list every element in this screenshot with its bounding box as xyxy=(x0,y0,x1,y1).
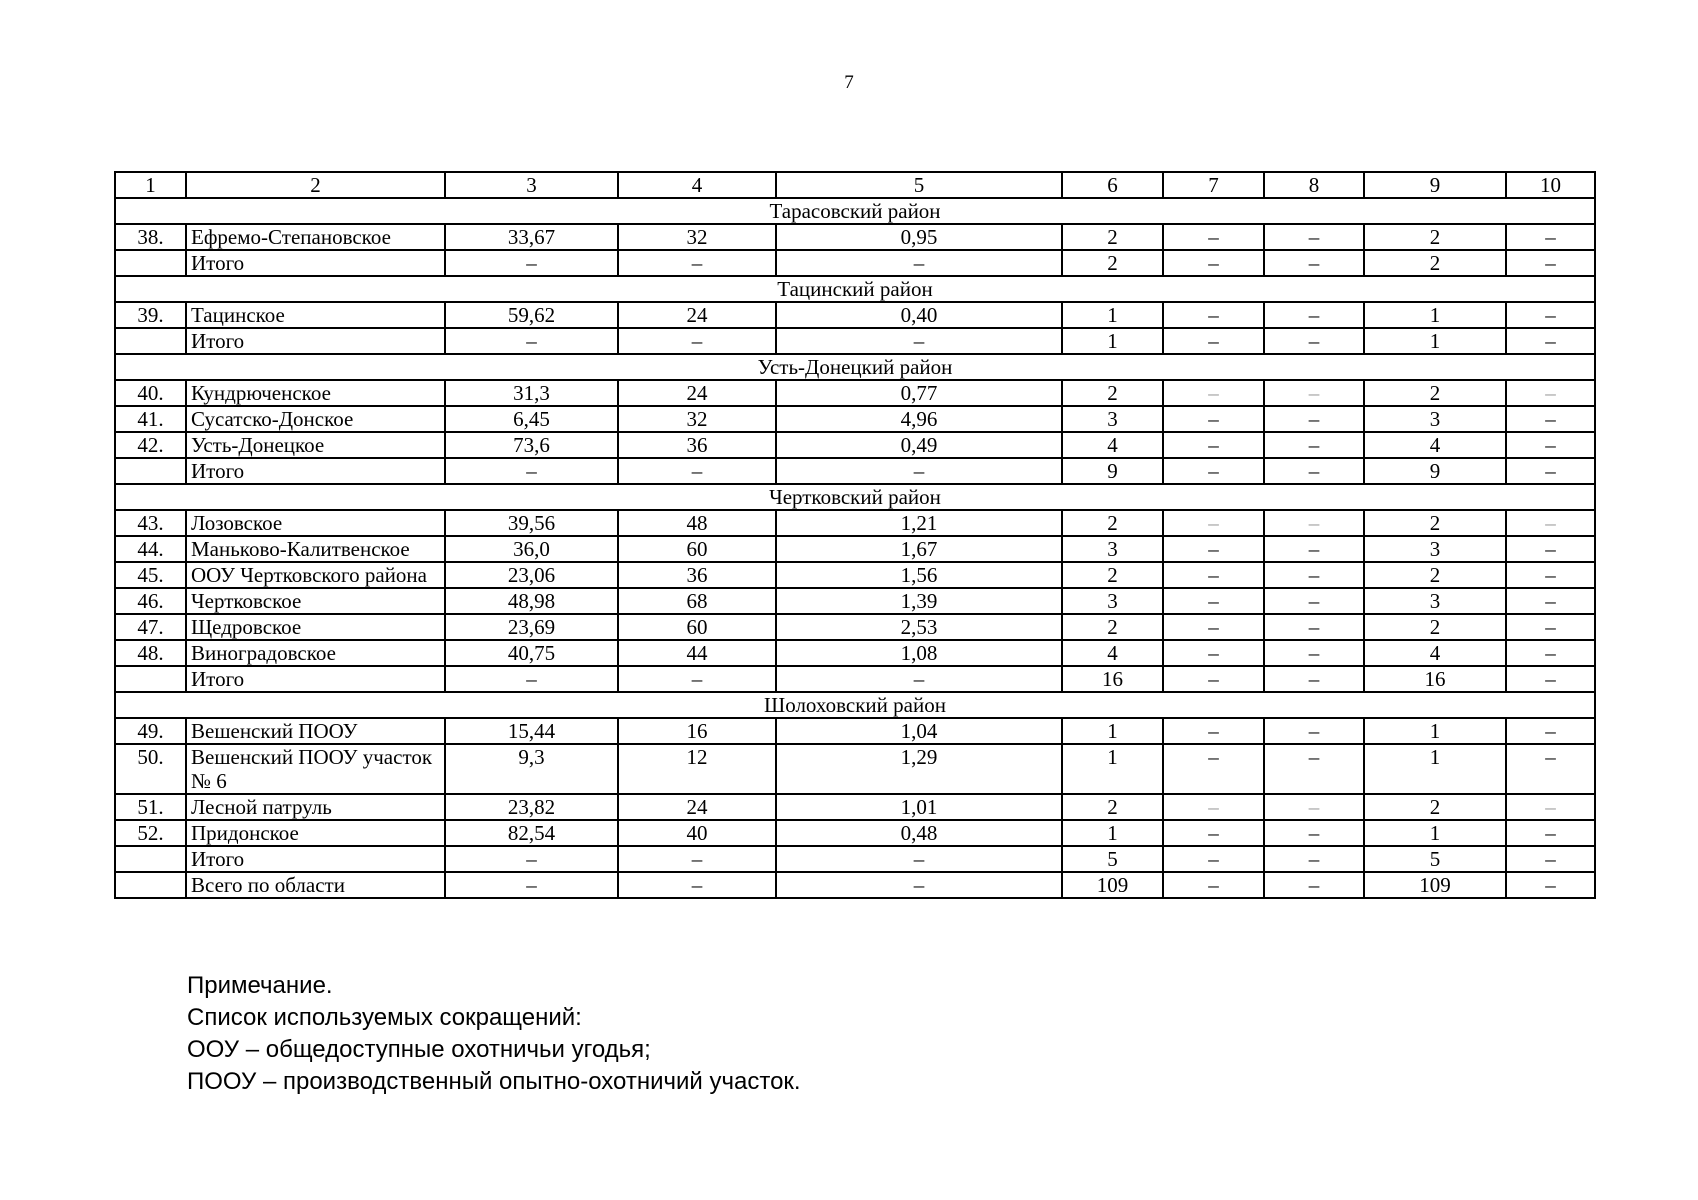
value-cell-col3: 23,06 xyxy=(445,562,618,588)
value-cell-col7: – xyxy=(1163,432,1264,458)
value-cell-col10: – xyxy=(1506,536,1595,562)
value-cell-col10: – xyxy=(1506,872,1595,898)
name-cell: ООУ Чертковского района xyxy=(186,562,445,588)
value-cell-col8: – xyxy=(1264,718,1364,744)
note-abbr-oou: ООУ – общедоступные охотничьи угодья; xyxy=(187,1036,651,1063)
value-cell-col5: – xyxy=(776,328,1062,354)
value-cell-col9: 2 xyxy=(1364,380,1506,406)
value-cell-col5: – xyxy=(776,666,1062,692)
value-cell-col7: – xyxy=(1163,846,1264,872)
value-cell-col6: 109 xyxy=(1062,872,1163,898)
value-cell-col10: – xyxy=(1506,458,1595,484)
value-cell-col4: 60 xyxy=(618,536,776,562)
name-cell: Итого xyxy=(186,328,445,354)
value-cell-col8: – xyxy=(1264,820,1364,846)
value-cell-col10: – xyxy=(1506,666,1595,692)
table-row xyxy=(115,666,1595,692)
table-row xyxy=(115,250,1595,276)
row-number-cell xyxy=(115,250,186,276)
value-cell-col8: – xyxy=(1264,302,1364,328)
value-cell-col3: 59,62 xyxy=(445,302,618,328)
row-number-cell: 43. xyxy=(115,510,186,536)
note-subtitle: Список используемых сокращений: xyxy=(187,1004,582,1031)
value-cell-col5: 1,29 xyxy=(776,744,1062,794)
table-body xyxy=(115,172,1595,898)
value-cell-col8: – xyxy=(1264,406,1364,432)
value-cell-col3: – xyxy=(445,846,618,872)
table-row xyxy=(115,458,1595,484)
value-cell-col10: – xyxy=(1506,250,1595,276)
value-cell-col7: – xyxy=(1163,536,1264,562)
name-cell: Лозовское xyxy=(186,510,445,536)
value-cell-col5: – xyxy=(776,872,1062,898)
header-cell: 6 xyxy=(1062,172,1163,198)
row-number-cell xyxy=(115,846,186,872)
value-cell-col7: – xyxy=(1163,820,1264,846)
header-cell: 9 xyxy=(1364,172,1506,198)
value-cell-col7: – xyxy=(1163,872,1264,898)
row-number-cell xyxy=(115,328,186,354)
value-cell-col7: – xyxy=(1163,718,1264,744)
row-number-cell: 42. xyxy=(115,432,186,458)
value-cell-col3: – xyxy=(445,666,618,692)
header-cell: 3 xyxy=(445,172,618,198)
name-cell: Усть-Донецкое xyxy=(186,432,445,458)
value-cell-col6: 5 xyxy=(1062,846,1163,872)
value-cell-col10: – xyxy=(1506,588,1595,614)
value-cell-col7: – xyxy=(1163,562,1264,588)
row-number-cell: 51. xyxy=(115,794,186,820)
value-cell-col4: 40 xyxy=(618,820,776,846)
value-cell-col4: 48 xyxy=(618,510,776,536)
value-cell-col9: 1 xyxy=(1364,302,1506,328)
value-cell-col10: – xyxy=(1506,380,1595,406)
name-cell: Лесной патруль xyxy=(186,794,445,820)
header-cell: 4 xyxy=(618,172,776,198)
value-cell-col10: – xyxy=(1506,562,1595,588)
name-cell: Вешенский ПООУ участок № 6 xyxy=(186,744,445,794)
table-row xyxy=(115,562,1595,588)
value-cell-col4: – xyxy=(618,846,776,872)
value-cell-col4: 36 xyxy=(618,432,776,458)
value-cell-col5: 0,95 xyxy=(776,224,1062,250)
value-cell-col8: – xyxy=(1264,588,1364,614)
value-cell-col8: – xyxy=(1264,432,1364,458)
value-cell-col8: – xyxy=(1264,744,1364,794)
value-cell-col5: – xyxy=(776,250,1062,276)
value-cell-col6: 4 xyxy=(1062,640,1163,666)
header-cell: 1 xyxy=(115,172,186,198)
table-row xyxy=(115,794,1595,820)
name-cell: Итого xyxy=(186,846,445,872)
value-cell-col3: – xyxy=(445,250,618,276)
value-cell-col6: 1 xyxy=(1062,820,1163,846)
row-number-cell: 52. xyxy=(115,820,186,846)
table-row xyxy=(115,510,1595,536)
value-cell-col4: 12 xyxy=(618,744,776,794)
value-cell-col4: – xyxy=(618,328,776,354)
value-cell-col8: – xyxy=(1264,794,1364,820)
value-cell-col8: – xyxy=(1264,614,1364,640)
value-cell-col10: – xyxy=(1506,794,1595,820)
table-row xyxy=(115,614,1595,640)
table-row xyxy=(115,640,1595,666)
value-cell-col10: – xyxy=(1506,640,1595,666)
value-cell-col5: 1,08 xyxy=(776,640,1062,666)
value-cell-col5: 4,96 xyxy=(776,406,1062,432)
value-cell-col4: 24 xyxy=(618,380,776,406)
row-number-cell xyxy=(115,872,186,898)
table-row xyxy=(115,380,1595,406)
row-number-cell: 41. xyxy=(115,406,186,432)
name-cell: Кундрюченское xyxy=(186,380,445,406)
value-cell-col6: 2 xyxy=(1062,562,1163,588)
table-row xyxy=(115,872,1595,898)
row-number-cell: 38. xyxy=(115,224,186,250)
value-cell-col7: – xyxy=(1163,406,1264,432)
value-cell-col10: – xyxy=(1506,846,1595,872)
value-cell-col4: – xyxy=(618,872,776,898)
value-cell-col8: – xyxy=(1264,250,1364,276)
value-cell-col9: 2 xyxy=(1364,510,1506,536)
value-cell-col4: – xyxy=(618,458,776,484)
value-cell-col7: – xyxy=(1163,458,1264,484)
value-cell-col8: – xyxy=(1264,562,1364,588)
district-title: Тарасовский район xyxy=(115,198,1595,224)
name-cell: Вешенский ПООУ xyxy=(186,718,445,744)
name-cell: Тацинское xyxy=(186,302,445,328)
value-cell-col8: – xyxy=(1264,666,1364,692)
value-cell-col4: – xyxy=(618,250,776,276)
district-row xyxy=(115,692,1595,718)
value-cell-col8: – xyxy=(1264,510,1364,536)
page-number: 7 xyxy=(844,72,854,93)
value-cell-col9: 5 xyxy=(1364,846,1506,872)
value-cell-col5: 1,21 xyxy=(776,510,1062,536)
value-cell-col4: 68 xyxy=(618,588,776,614)
table-row xyxy=(115,718,1595,744)
value-cell-col3: 48,98 xyxy=(445,588,618,614)
value-cell-col7: – xyxy=(1163,640,1264,666)
value-cell-col9: 1 xyxy=(1364,820,1506,846)
value-cell-col3: 40,75 xyxy=(445,640,618,666)
value-cell-col7: – xyxy=(1163,744,1264,794)
value-cell-col5: – xyxy=(776,846,1062,872)
table-row xyxy=(115,536,1595,562)
value-cell-col7: – xyxy=(1163,510,1264,536)
value-cell-col9: 1 xyxy=(1364,718,1506,744)
table-row xyxy=(115,588,1595,614)
value-cell-col9: 3 xyxy=(1364,588,1506,614)
name-cell: Маньково-Калитвенское xyxy=(186,536,445,562)
value-cell-col8: – xyxy=(1264,872,1364,898)
table-row xyxy=(115,432,1595,458)
name-cell: Всего по области xyxy=(186,872,445,898)
value-cell-col5: 1,56 xyxy=(776,562,1062,588)
value-cell-col6: 2 xyxy=(1062,250,1163,276)
header-row xyxy=(115,172,1595,198)
value-cell-col10: – xyxy=(1506,614,1595,640)
value-cell-col9: 4 xyxy=(1364,640,1506,666)
value-cell-col5: 1,39 xyxy=(776,588,1062,614)
value-cell-col3: – xyxy=(445,328,618,354)
table-row xyxy=(115,744,1595,794)
value-cell-col10: – xyxy=(1506,302,1595,328)
value-cell-col7: – xyxy=(1163,302,1264,328)
value-cell-col9: 2 xyxy=(1364,224,1506,250)
value-cell-col5: 0,40 xyxy=(776,302,1062,328)
value-cell-col7: – xyxy=(1163,328,1264,354)
value-cell-col9: 16 xyxy=(1364,666,1506,692)
value-cell-col7: – xyxy=(1163,666,1264,692)
value-cell-col3: 15,44 xyxy=(445,718,618,744)
value-cell-col4: 24 xyxy=(618,302,776,328)
value-cell-col9: 4 xyxy=(1364,432,1506,458)
value-cell-col10: – xyxy=(1506,432,1595,458)
value-cell-col5: 0,77 xyxy=(776,380,1062,406)
value-cell-col3: 31,3 xyxy=(445,380,618,406)
value-cell-col7: – xyxy=(1163,614,1264,640)
row-number-cell: 45. xyxy=(115,562,186,588)
header-cell: 2 xyxy=(186,172,445,198)
district-row xyxy=(115,276,1595,302)
value-cell-col3: 9,3 xyxy=(445,744,618,794)
value-cell-col6: 1 xyxy=(1062,718,1163,744)
value-cell-col9: 3 xyxy=(1364,536,1506,562)
value-cell-col3: 73,6 xyxy=(445,432,618,458)
name-cell: Придонское xyxy=(186,820,445,846)
table-row xyxy=(115,328,1595,354)
value-cell-col4: – xyxy=(618,666,776,692)
value-cell-col8: – xyxy=(1264,224,1364,250)
value-cell-col10: – xyxy=(1506,744,1595,794)
value-cell-col7: – xyxy=(1163,588,1264,614)
row-number-cell xyxy=(115,458,186,484)
value-cell-col9: 9 xyxy=(1364,458,1506,484)
value-cell-col3: 23,82 xyxy=(445,794,618,820)
value-cell-col10: – xyxy=(1506,820,1595,846)
header-cell: 5 xyxy=(776,172,1062,198)
value-cell-col4: 32 xyxy=(618,224,776,250)
value-cell-col7: – xyxy=(1163,224,1264,250)
value-cell-col4: 44 xyxy=(618,640,776,666)
value-cell-col5: – xyxy=(776,458,1062,484)
row-number-cell: 46. xyxy=(115,588,186,614)
value-cell-col9: 1 xyxy=(1364,744,1506,794)
value-cell-col9: 2 xyxy=(1364,562,1506,588)
value-cell-col3: 6,45 xyxy=(445,406,618,432)
value-cell-col10: – xyxy=(1506,328,1595,354)
table-row xyxy=(115,846,1595,872)
note-abbr-poou: ПООУ – производственный опытно-охотничий участок. xyxy=(187,1068,801,1095)
value-cell-col8: – xyxy=(1264,536,1364,562)
value-cell-col5: 0,48 xyxy=(776,820,1062,846)
value-cell-col3: 39,56 xyxy=(445,510,618,536)
table-row xyxy=(115,224,1595,250)
district-title: Усть-Донецкий район xyxy=(115,354,1595,380)
value-cell-col9: 109 xyxy=(1364,872,1506,898)
value-cell-col4: 32 xyxy=(618,406,776,432)
district-row xyxy=(115,354,1595,380)
value-cell-col6: 1 xyxy=(1062,744,1163,794)
name-cell: Итого xyxy=(186,666,445,692)
value-cell-col6: 16 xyxy=(1062,666,1163,692)
value-cell-col3: 23,69 xyxy=(445,614,618,640)
row-number-cell: 44. xyxy=(115,536,186,562)
value-cell-col8: – xyxy=(1264,328,1364,354)
name-cell: Чертковское xyxy=(186,588,445,614)
value-cell-col8: – xyxy=(1264,846,1364,872)
value-cell-col4: 24 xyxy=(618,794,776,820)
header-cell: 10 xyxy=(1506,172,1595,198)
value-cell-col5: 1,67 xyxy=(776,536,1062,562)
value-cell-col9: 2 xyxy=(1364,250,1506,276)
district-row xyxy=(115,198,1595,224)
value-cell-col6: 2 xyxy=(1062,380,1163,406)
value-cell-col6: 1 xyxy=(1062,302,1163,328)
value-cell-col10: – xyxy=(1506,224,1595,250)
value-cell-col6: 2 xyxy=(1062,794,1163,820)
district-title: Чертковский район xyxy=(115,484,1595,510)
value-cell-col6: 3 xyxy=(1062,536,1163,562)
value-cell-col4: 36 xyxy=(618,562,776,588)
row-number-cell: 39. xyxy=(115,302,186,328)
value-cell-col6: 3 xyxy=(1062,588,1163,614)
row-number-cell: 40. xyxy=(115,380,186,406)
value-cell-col6: 9 xyxy=(1062,458,1163,484)
table-row xyxy=(115,302,1595,328)
name-cell: Щедровское xyxy=(186,614,445,640)
value-cell-col3: 82,54 xyxy=(445,820,618,846)
value-cell-col5: 2,53 xyxy=(776,614,1062,640)
value-cell-col6: 2 xyxy=(1062,614,1163,640)
district-title: Шолоховский район xyxy=(115,692,1595,718)
value-cell-col6: 4 xyxy=(1062,432,1163,458)
value-cell-col4: 60 xyxy=(618,614,776,640)
table-row xyxy=(115,820,1595,846)
value-cell-col7: – xyxy=(1163,250,1264,276)
name-cell: Итого xyxy=(186,250,445,276)
hunting-grounds-table xyxy=(114,171,1596,899)
abbreviations-note xyxy=(187,970,801,1098)
value-cell-col5: 1,04 xyxy=(776,718,1062,744)
name-cell: Виноградовское xyxy=(186,640,445,666)
value-cell-col6: 2 xyxy=(1062,224,1163,250)
value-cell-col3: 33,67 xyxy=(445,224,618,250)
value-cell-col10: – xyxy=(1506,510,1595,536)
value-cell-col7: – xyxy=(1163,794,1264,820)
value-cell-col10: – xyxy=(1506,406,1595,432)
note-title: Примечание. xyxy=(187,972,333,999)
row-number-cell: 50. xyxy=(115,744,186,794)
value-cell-col9: 2 xyxy=(1364,614,1506,640)
name-cell: Сусатско-Донское xyxy=(186,406,445,432)
row-number-cell: 48. xyxy=(115,640,186,666)
value-cell-col4: 16 xyxy=(618,718,776,744)
row-number-cell: 47. xyxy=(115,614,186,640)
header-cell: 7 xyxy=(1163,172,1264,198)
value-cell-col8: – xyxy=(1264,640,1364,666)
name-cell: Итого xyxy=(186,458,445,484)
value-cell-col6: 2 xyxy=(1062,510,1163,536)
header-cell: 8 xyxy=(1264,172,1364,198)
value-cell-col3: – xyxy=(445,458,618,484)
value-cell-col3: 36,0 xyxy=(445,536,618,562)
value-cell-col9: 1 xyxy=(1364,328,1506,354)
table-row xyxy=(115,406,1595,432)
district-row xyxy=(115,484,1595,510)
value-cell-col9: 3 xyxy=(1364,406,1506,432)
value-cell-col9: 2 xyxy=(1364,794,1506,820)
value-cell-col6: 1 xyxy=(1062,328,1163,354)
value-cell-col3: – xyxy=(445,872,618,898)
value-cell-col5: 1,01 xyxy=(776,794,1062,820)
value-cell-col5: 0,49 xyxy=(776,432,1062,458)
value-cell-col8: – xyxy=(1264,458,1364,484)
row-number-cell: 49. xyxy=(115,718,186,744)
value-cell-col7: – xyxy=(1163,380,1264,406)
value-cell-col6: 3 xyxy=(1062,406,1163,432)
value-cell-col8: – xyxy=(1264,380,1364,406)
value-cell-col10: – xyxy=(1506,718,1595,744)
row-number-cell xyxy=(115,666,186,692)
name-cell: Ефремо-Степановское xyxy=(186,224,445,250)
district-title: Тацинский район xyxy=(115,276,1595,302)
